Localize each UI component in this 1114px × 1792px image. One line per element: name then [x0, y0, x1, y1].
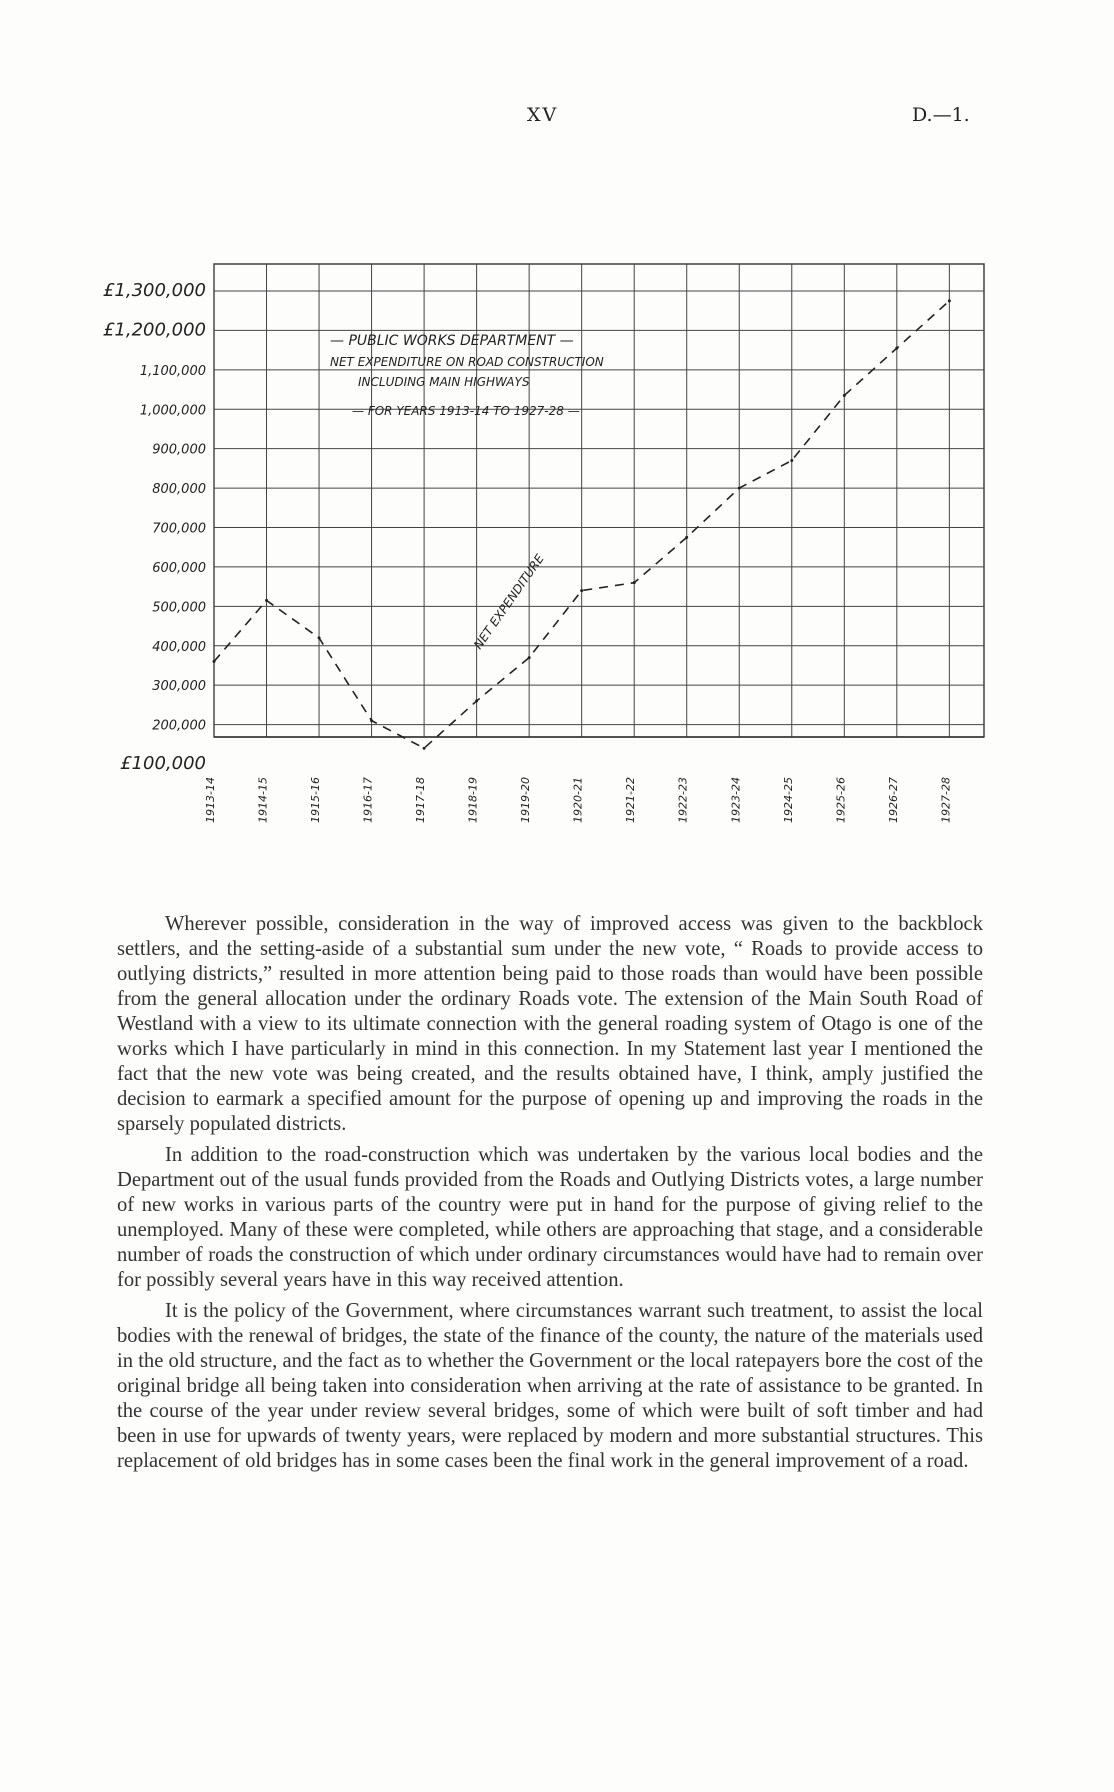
- y-tick-label: 1,000,000: [139, 403, 206, 419]
- y-tick-label: 1,100,000: [139, 363, 206, 379]
- y-tick-label: 900,000: [152, 442, 206, 458]
- data-point: [370, 719, 373, 722]
- x-tick-label: 1917-18: [414, 777, 428, 823]
- document-reference: D.—1.: [912, 104, 970, 126]
- x-tick-label: 1919-20: [519, 777, 533, 823]
- chart-title-line-4: — FOR YEARS 1913-14 TO 1927-28 —: [352, 404, 580, 418]
- y-tick-label: £1,200,000: [102, 319, 206, 341]
- data-point: [633, 581, 636, 584]
- paragraph-2: In addition to the road-construction which was undertaken by the various local bodies and the Department out of the usual funds provided from the Roads and Outlying Districts votes, a large number of new works in various parts of the country were put in hand for the purpose of giving relief to the unemployed. Many of these were completed, while others are approaching that stage, and a considerable number of roads the construction of which under ordinary circumstances would have had to remain over for possibly several years have in this way received attention.: [117, 1144, 983, 1291]
- y-tick-label: £100,000: [120, 753, 206, 774]
- y-axis-labels: [103, 280, 206, 774]
- y-tick-label: 600,000: [152, 560, 206, 576]
- x-tick-label: 1922-23: [676, 777, 690, 823]
- y-tick-label: £1,300,000: [102, 280, 206, 301]
- data-point: [895, 347, 898, 350]
- y-tick-label: 700,000: [152, 521, 206, 537]
- chart-title-line-3: INCLUDING MAIN HIGHWAYS: [358, 375, 530, 389]
- x-tick-label: 1923-24: [729, 777, 743, 823]
- data-point: [738, 487, 741, 490]
- data-point: [685, 536, 688, 539]
- y-tick-label: 400,000: [152, 639, 206, 655]
- chart-title-line-2: NET EXPENDITURE ON ROAD CONSTRUCTION: [330, 355, 604, 369]
- data-point: [528, 656, 531, 659]
- x-tick-label: 1916-17: [361, 777, 375, 823]
- x-axis-labels: [204, 777, 952, 823]
- data-point: [423, 747, 426, 750]
- x-tick-label: 1920-21: [571, 777, 585, 823]
- x-tick-label: 1927-28: [939, 777, 953, 823]
- paragraph-1: Wherever possible, consideration in the way of improved access was given to the backblock settlers, and the setting-aside of a substantial sum under the new vote, “ Roads to provide access to outlying districts,” resulted in more attention being paid to those roads than would have been possible from the general allocation under the ordinary Roads vote. The extension of the Main South Road of Westland with a view to its ultimate connection with the general roading system of Otago is one of the works which I have particularly in mind in this connection. In my Statement last year I mentioned the fact that the new vote was being created, and the results obtained have, I think, amply justified the decision to earmark a specified amount for the purpose of opening up and improving the roads in the sparsely populated districts.: [117, 913, 983, 1135]
- x-tick-label: 1914-15: [256, 777, 270, 823]
- y-tick-label: 200,000: [152, 718, 206, 734]
- data-point: [265, 599, 268, 602]
- series-line-label: NET EXPENDITURE: [470, 551, 547, 652]
- data-point: [790, 459, 793, 462]
- data-point: [318, 636, 321, 639]
- page-number: XV: [527, 104, 559, 126]
- chart-title-block: [330, 333, 604, 418]
- x-tick-label: 1918-19: [466, 777, 480, 823]
- x-tick-label: 1913-14: [204, 777, 217, 823]
- x-tick-label: 1924-25: [781, 777, 795, 823]
- data-point: [213, 660, 216, 663]
- data-point: [948, 299, 951, 302]
- y-tick-label: 800,000: [152, 482, 206, 498]
- x-tick-label: 1915-16: [309, 777, 323, 823]
- x-tick-label: 1921-22: [624, 777, 638, 823]
- expenditure-chart: [0, 0, 1114, 860]
- paragraph-3: It is the policy of the Government, where circumstances warrant such treatment, to assist the local bodies with the renewal of bridges, the state of the finance of the county, the nature of the materials used in the old structure, and the fact as to whether the Government or the local ratepayers bore the cost of the original bridge all being taken into consideration when arriving at the rate of assistance to be granted. In the course of the year under review several bridges, some of which were built of soft timber and had been in use for upwards of twenty years, were replaced by modern and more substantial structures. This replacement of old bridges has in some cases been the final work in the general improvement of a road.: [117, 1300, 983, 1472]
- y-tick-label: 500,000: [152, 600, 206, 616]
- chart-title-line-1: — PUBLIC WORKS DEPARTMENT —: [330, 333, 574, 349]
- body-text: [117, 912, 983, 1480]
- x-tick-label: 1926-27: [886, 777, 900, 823]
- data-point: [580, 589, 583, 592]
- data-point: [843, 394, 846, 397]
- y-tick-label: 300,000: [152, 679, 206, 695]
- x-tick-label: 1925-26: [834, 777, 848, 823]
- data-point: [475, 699, 478, 702]
